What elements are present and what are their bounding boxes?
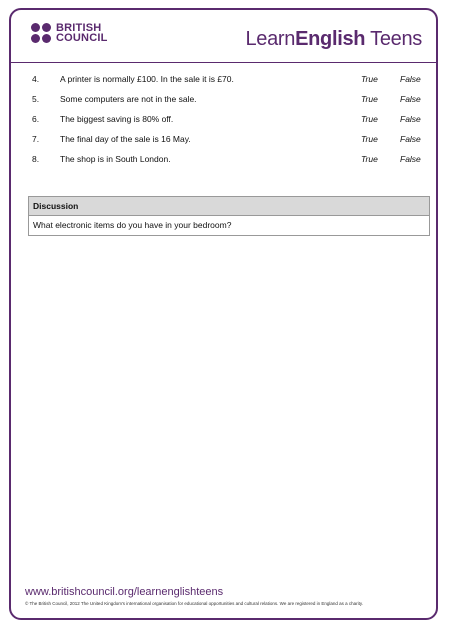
statement-row [11,94,436,110]
true-option[interactable]: True [361,114,378,124]
statement-text: The final day of the sale is 16 May. [60,134,191,144]
brand-bold: English [295,28,366,50]
discussion-question: What electronic items do you have in your bedroom? [33,220,232,230]
statement-text: Some computers are not in the sale. [60,94,197,104]
statement-number: 4. [32,74,40,84]
footer-url[interactable]: www.britishcouncil.org/learnenglishteens [25,586,224,598]
statement-row [11,114,436,130]
page-header [11,10,436,62]
discussion-heading: Discussion [29,197,429,216]
false-option[interactable]: False [400,94,421,104]
brand-light: Learn [245,28,296,50]
statement-number: 5. [32,94,40,104]
learnenglish-teens-brand [245,28,422,51]
false-option[interactable]: False [400,154,421,164]
statement-row [11,74,436,90]
statement-number: 7. [32,134,40,144]
logo-line-2: COUNCIL [56,32,108,44]
header-divider [11,62,436,63]
statement-row [11,134,436,150]
logo-dots-icon [31,23,51,43]
statement-number: 8. [32,154,40,164]
statement-text: The biggest saving is 80% off. [60,114,174,124]
logo-line-1: BRITISH [56,22,102,34]
false-option[interactable]: False [400,134,421,144]
false-option[interactable]: False [400,114,421,124]
true-option[interactable]: True [361,94,378,104]
true-option[interactable]: True [361,134,378,144]
statement-number: 6. [32,114,40,124]
worksheet-page [9,8,438,620]
discussion-box [28,196,430,236]
brand-tail: Teens [365,28,422,50]
false-option[interactable]: False [400,74,421,84]
footer-copyright: © The British Council, 2012 The United Kingdom's international organisation for educational opportunities and cultural relations. We are registered in England as a charity. [25,601,364,606]
statement-text: A printer is normally £100. In the sale it is £70. [60,74,234,84]
true-option[interactable]: True [361,74,378,84]
british-council-logo [31,23,108,43]
statement-text: The shop is in South London. [60,154,171,164]
true-option[interactable]: True [361,154,378,164]
statement-row [11,154,436,170]
